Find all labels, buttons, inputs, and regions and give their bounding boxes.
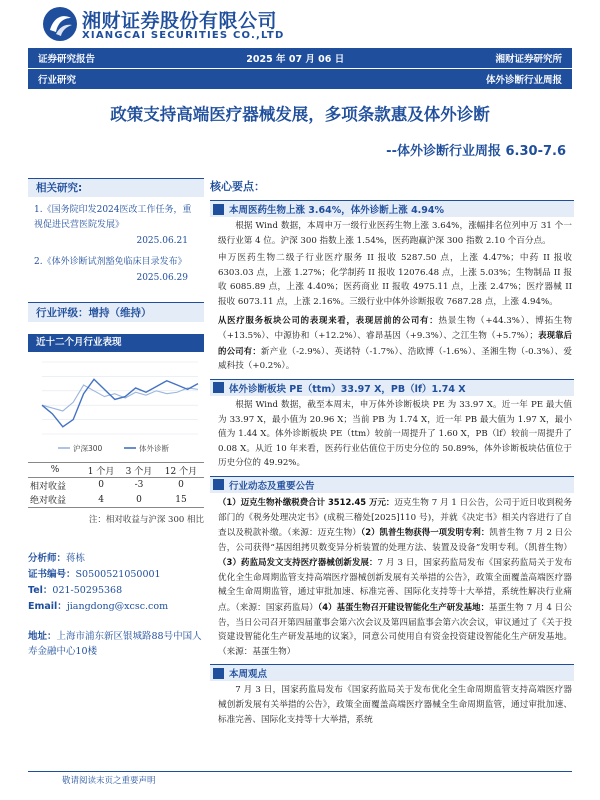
table-cell: 4 [82, 493, 120, 508]
legend-label: 沪深300 [73, 444, 103, 453]
paragraph: 根据 Wind 数据，本周申万一级行业医药生物上涨 3.64%，涨幅排名位列申万 31 个一级行业第 4 位。沪深 300 指数上涨 1.54%，医药跑赢沪深 300 指数 2.10 个百分点。 [218, 221, 572, 246]
paragraph [210, 311, 574, 375]
performance-chart-svg [28, 356, 204, 456]
report-title: 政策支持高端医疗器械发展，多项条款惠及体外诊断 [110, 105, 490, 124]
related-research-date: 2025.06.21 [136, 236, 188, 246]
section-heading [210, 379, 574, 396]
main-content [210, 178, 574, 728]
chart-title: 近十二个月行业表现 [28, 334, 204, 352]
analyst-info [28, 551, 204, 615]
performance-table [28, 462, 204, 508]
section-marker-icon [213, 668, 224, 679]
related-research-heading: 相关研究: [28, 178, 204, 197]
table-header-cell: % [28, 463, 82, 478]
section-title: 本周观点 [229, 669, 268, 681]
paragraph: 7 月 3 日，国家药监局发布《国家药监局关于发布优化全生命周期监管支持高端医疗器械创新发展有关举措的公告》，政策全面覆盖高端医疗器械全生命周期监管，通过审批加速、标准完善、国际化支持等十大举措，系统 [218, 685, 572, 725]
report-type-label: 证券研究报告 [38, 54, 96, 65]
table-cell: 0 [120, 493, 158, 508]
report-series-label: 体外诊断行业周报 [485, 75, 562, 86]
section-title: 体外诊断板块 PE（ttm）33.97 X，PB（lf）1.74 X [229, 383, 466, 395]
table-header-cell: 3 个月 [120, 463, 158, 478]
table-row [28, 493, 204, 508]
table-note: 注：相对收益与沪深 300 相比 [88, 515, 204, 525]
paragraph-text: 迈克生物 7 月 1 日公告，公司于近日收到税务部门的《税务处理决定书》(成税三稽处[2025]110 号)，并就《决定书》相关内容进行了自查以及税款补缴。（来源：迈克生物） [218, 497, 572, 539]
footer-rule [28, 771, 572, 772]
address-text: 上海市浦东新区银城路88号中国人寿金融中心10楼 [28, 631, 202, 657]
legend-label: 体外诊断 [139, 444, 169, 453]
bold-lead: 从医疗服务板块公司的表现来看，表现居前的公司有： [218, 314, 439, 325]
table-cell: 相对收益 [30, 481, 67, 492]
bold-lead: （1）迈克生物补缴税费合计 3512.45 万元： [218, 496, 395, 507]
table-cell: 15 [158, 493, 204, 508]
paragraph: 申万医药生物二级子行业医疗服务 II 报收 5287.50 点，上涨 4.47%；中药 II 报收 6303.03 点，上涨 1.27%；化学制药 II 报收 12076.48 点，上涨 5.03%；生物制品 II 报收 6085.89 点，上涨 4.40%；医药商业 II 报收 4975.11 点，上涨 2.47%；医疗器械 II 报收 6073.11 点，上涨 2.16%。三级行业中体外诊断报收 7687.28 点，上涨 4.94%。 [218, 253, 572, 307]
related-research-link[interactable]: 2.《体外诊断试剂豁免临床目录发布》 [34, 257, 187, 267]
header-bar-top [28, 48, 572, 68]
research-category-label: 行业研究 [38, 75, 77, 86]
industry-rating: 行业评级：增持（维持） [28, 302, 204, 322]
tel-label: Tel： [28, 585, 53, 596]
xiangcai-logo [42, 6, 78, 42]
table-header-cell: 12 个月 [158, 463, 204, 478]
table-cell: 0 [98, 480, 104, 491]
company-name-cn: 湘财证券股份有限公司 [82, 10, 278, 32]
core-points-title: 核心要点： [210, 180, 265, 193]
bold-lead: 表现靠后的公司有： [218, 330, 573, 356]
table-header-cell: 1 个月 [82, 463, 120, 478]
section-title: 行业动态及重要公告 [229, 480, 315, 492]
section-title: 本周医药生物上涨 3.64%，体外诊断上涨 4.94% [229, 205, 445, 216]
section-heading [210, 476, 574, 493]
certificate-label: 证书编号： [28, 569, 76, 580]
paragraph-text: 7 月 3 日，国家药监局发布《国家药监局关于发布优化全生命周期监管支持高端医疗器械创新发展有关举措的公告》，政策全面覆盖高端医疗器械全生命周期监管，通过审批加速、标准完善、国际化支持等十大举措，系统性解决行业痛点。（来源：国家药监局） [218, 558, 572, 614]
report-date: 2025 年 07 月 06 日 [246, 54, 345, 65]
section-heading [210, 200, 574, 217]
section-marker-icon [213, 382, 224, 393]
paragraph-text: 新产业（-2.9%）、英诺特（-1.7%）、浩欧博（-1.6%）、圣湘生物（-0.3%）、爱威科技（+0.2%）。 [218, 346, 573, 372]
company-name-en: XIANGCAI SECURITIES CO.,LTD [82, 30, 285, 41]
email-link[interactable]: jiangdong@xcsc.com [66, 601, 169, 612]
header-bar-bottom [28, 69, 572, 89]
email-label: Email： [28, 601, 67, 612]
address-label: 地址： [28, 631, 57, 642]
related-research-link[interactable]: 1.《国务院印发2024医改工作任务，重视促进民营医院发展》 [34, 205, 192, 230]
table-row [28, 478, 204, 493]
section-marker-icon [213, 204, 224, 215]
performance-chart [28, 356, 204, 456]
bold-lead: （3）药监局发文支持医疗器械创新发展： [218, 557, 378, 568]
bold-lead: （4）基蛋生物召开建设智能化生产研发基地： [317, 602, 490, 613]
section-heading [210, 664, 574, 681]
certificate-number: S0500521050001 [75, 569, 161, 580]
paragraph-text: 凯普生物 7 月 2 日公告，公司获得“基因组拷贝数变异分析装置的处理方法、装置及设备”发明专利。（凯普生物） [218, 528, 572, 553]
report-subtitle: --体外诊断行业周报 6.30-7.6 [386, 144, 566, 159]
analyst-label: 分析师： [28, 553, 67, 564]
left-sidebar [28, 178, 204, 659]
bold-lead: （2）凯普生物获得一项发明专利： [360, 527, 490, 538]
paragraph-text: 基蛋生物 7 月 4 日公告，当日公司召开第四届董事会第六次会议及第四届监事会第六次会议，审议通过了《关于投资建设智能化生产研发基地的议案》，同意公司使用自有资金投资建设智能化生产研发基地。（来源：基蛋生物） [218, 603, 572, 657]
address-block [28, 629, 204, 659]
analyst-name: 蒋栋 [66, 553, 86, 564]
footer-disclaimer[interactable]: 敬请阅读末页之重要声明 [62, 776, 156, 786]
paragraph-text: 热景生物（+44.3%）、博拓生物（+13.5%）、中源协和（+12.2%）、睿昂基因（+9.3%）、之江生物（+5.7%）； [218, 315, 573, 342]
paragraph: 根据 Wind 数据，截至本周末，申万体外诊断板块 PE 为 33.97 X。近一年 PE 最大值为 33.97 X，最小值为 20.96 X；当前 PB 为 1.74 X，近一年 PB 最大值为 1.97 X，最小值为 1.44 X。体外诊断板块 PE（ttm）较前一周提升了 1.60 X，PB（lf）较前一周提升了 0.08 X。从近 10 年来看，医药行业估值位于历史分位的 50.89%，体外诊断板块估值位于历史分位的 49.92%。 [218, 399, 572, 469]
table-cell: -3 [134, 480, 144, 491]
table-cell: 0 [178, 480, 184, 491]
section-marker-icon [213, 479, 224, 490]
paragraph [210, 493, 574, 661]
table-cell: 绝对收益 [28, 493, 82, 508]
related-research-date: 2025.06.29 [136, 273, 188, 283]
table-header-row [28, 463, 204, 478]
institute-label: 湘财证券研究所 [495, 54, 562, 65]
tel-number: 021-50295368 [52, 585, 123, 596]
